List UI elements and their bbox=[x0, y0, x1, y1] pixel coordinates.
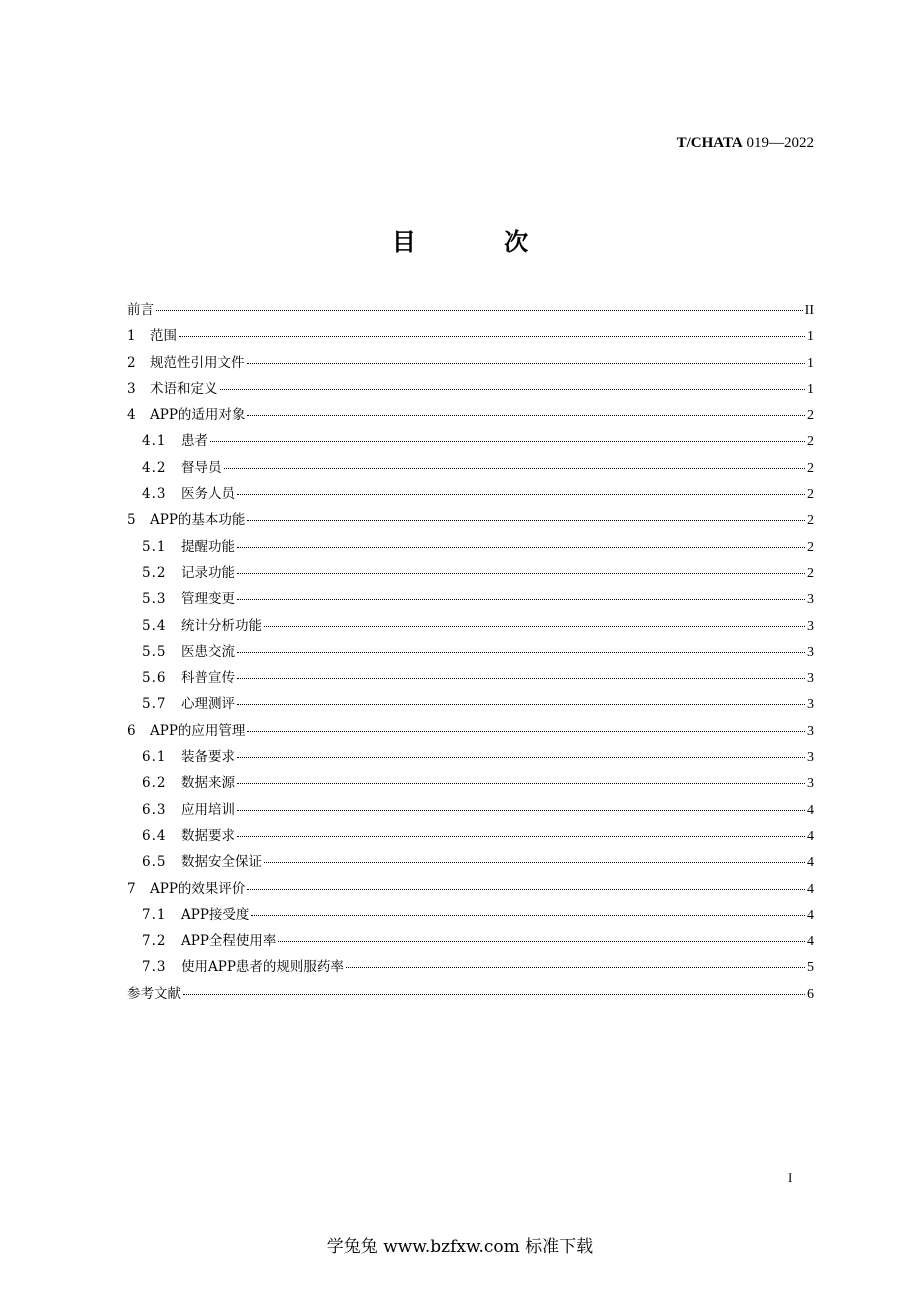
table-of-contents bbox=[127, 297, 814, 1007]
toc-entry-label: 数据来源 bbox=[181, 775, 235, 792]
toc-dot-leader bbox=[247, 415, 805, 416]
toc-entry-number: 6 bbox=[127, 722, 136, 739]
toc-dot-leader bbox=[251, 915, 805, 916]
toc-entry-label: 提醒功能 bbox=[181, 538, 235, 555]
toc-entry-label: 心理测评 bbox=[181, 696, 235, 713]
toc-entry-page: 3 bbox=[807, 697, 814, 713]
toc-entry-page: 4 bbox=[807, 881, 814, 897]
page-number: I bbox=[788, 1170, 793, 1185]
toc-entry-label: APP的效果评价 bbox=[150, 880, 246, 897]
toc-entry-page: 1 bbox=[807, 381, 814, 397]
toc-entry-number: 5.2 bbox=[142, 564, 167, 581]
toc-dot-leader bbox=[247, 889, 805, 890]
toc-entry-label: 数据安全保证 bbox=[181, 854, 262, 871]
toc-entry-label: APP接受度 bbox=[181, 906, 250, 923]
toc-entry-label: APP全程使用率 bbox=[181, 933, 277, 950]
toc-entry-page: 2 bbox=[807, 539, 814, 555]
toc-entry[interactable] bbox=[127, 297, 814, 323]
toc-entry-number: 5.5 bbox=[142, 643, 167, 660]
toc-entry[interactable] bbox=[127, 954, 814, 980]
toc-dot-leader bbox=[220, 389, 806, 390]
toc-dot-leader bbox=[237, 836, 805, 837]
toc-entry-number: 4.1 bbox=[142, 433, 167, 450]
toc-entry[interactable] bbox=[127, 402, 814, 428]
toc-entry-page: 3 bbox=[807, 592, 814, 608]
toc-entry[interactable] bbox=[127, 770, 814, 796]
toc-entry-number: 5.3 bbox=[142, 591, 167, 608]
toc-entry-label: 医务人员 bbox=[181, 486, 235, 503]
toc-entry-label: 患者 bbox=[181, 433, 208, 450]
toc-entry-page: 2 bbox=[807, 408, 814, 424]
toc-dot-leader bbox=[237, 783, 805, 784]
toc-entry-page: 3 bbox=[807, 618, 814, 634]
toc-dot-leader bbox=[237, 494, 805, 495]
toc-entry-label: 科普宣传 bbox=[181, 670, 235, 687]
toc-entry[interactable] bbox=[127, 323, 814, 349]
toc-entry[interactable] bbox=[127, 797, 814, 823]
toc-entry-page: 3 bbox=[807, 776, 814, 792]
toc-entry-number: 5.7 bbox=[142, 696, 167, 713]
toc-entry-number: 1 bbox=[127, 328, 136, 345]
toc-entry-label: 督导员 bbox=[181, 459, 222, 476]
toc-entry-number: 6.2 bbox=[142, 775, 167, 792]
toc-dot-leader bbox=[237, 810, 805, 811]
toc-entry-page: 1 bbox=[807, 355, 814, 371]
toc-entry[interactable] bbox=[127, 639, 814, 665]
toc-entry-page: II bbox=[804, 303, 814, 318]
toc-entry[interactable] bbox=[127, 481, 814, 507]
page-title: 目 次 bbox=[391, 228, 569, 256]
toc-entry-label: 装备要求 bbox=[181, 749, 235, 766]
toc-entry[interactable] bbox=[127, 665, 814, 691]
standard-code-prefix: T/CHATA bbox=[676, 135, 743, 151]
toc-entry-label: 规范性引用文件 bbox=[150, 354, 245, 371]
toc-entry[interactable] bbox=[127, 586, 814, 612]
toc-entry[interactable] bbox=[127, 455, 814, 481]
toc-dot-leader bbox=[237, 704, 805, 705]
toc-entry-number: 4.3 bbox=[142, 486, 167, 503]
toc-entry-page: 3 bbox=[807, 750, 814, 766]
toc-entry-label: APP的适用对象 bbox=[150, 407, 246, 424]
toc-entry-number: 4 bbox=[127, 407, 136, 424]
toc-entry-page: 4 bbox=[807, 934, 814, 950]
toc-entry-page: 1 bbox=[807, 329, 814, 345]
toc-entry-page: 5 bbox=[807, 960, 814, 976]
toc-entry-page: 2 bbox=[807, 487, 814, 503]
toc-entry-page: 3 bbox=[807, 723, 814, 739]
toc-entry[interactable] bbox=[127, 613, 814, 639]
toc-entry-number: 5.4 bbox=[142, 617, 167, 634]
toc-entry[interactable] bbox=[127, 718, 814, 744]
toc-entry[interactable] bbox=[127, 902, 814, 928]
toc-dot-leader bbox=[247, 363, 806, 364]
toc-entry-page: 4 bbox=[807, 828, 814, 844]
toc-entry-page: 2 bbox=[807, 460, 814, 476]
toc-dot-leader bbox=[247, 731, 805, 732]
toc-entry-number: 3 bbox=[127, 380, 136, 397]
toc-entry-number: 7.2 bbox=[142, 933, 167, 950]
toc-dot-leader bbox=[346, 967, 805, 968]
standard-code bbox=[677, 135, 814, 152]
toc-entry[interactable] bbox=[127, 823, 814, 849]
toc-entry-page: 4 bbox=[807, 855, 814, 871]
toc-dot-leader bbox=[210, 441, 805, 442]
toc-entry-page: 6 bbox=[807, 986, 814, 1002]
toc-entry-number: 6.4 bbox=[142, 827, 167, 844]
toc-entry-label: 记录功能 bbox=[181, 564, 235, 581]
toc-dot-leader bbox=[264, 626, 805, 627]
toc-entry-number: 7.3 bbox=[142, 959, 167, 976]
toc-dot-leader bbox=[264, 862, 805, 863]
toc-dot-leader bbox=[156, 310, 803, 311]
toc-entry[interactable] bbox=[127, 928, 814, 954]
toc-dot-leader bbox=[247, 520, 805, 521]
toc-entry[interactable] bbox=[127, 981, 814, 1007]
toc-entry[interactable] bbox=[127, 744, 814, 770]
toc-entry-number: 6.3 bbox=[142, 801, 167, 818]
toc-dot-leader bbox=[237, 652, 805, 653]
toc-entry-page: 4 bbox=[807, 907, 814, 923]
toc-entry-page: 2 bbox=[807, 513, 814, 529]
toc-entry-label: 参考文献 bbox=[127, 985, 181, 1002]
toc-entry-label: 应用培训 bbox=[181, 801, 235, 818]
toc-dot-leader bbox=[237, 573, 805, 574]
watermark-text: 学兔兔 www.bzfxw.com 标准下载 bbox=[326, 1237, 594, 1257]
toc-entry-page: 3 bbox=[807, 671, 814, 687]
toc-entry-number: 2 bbox=[127, 354, 136, 371]
toc-dot-leader bbox=[224, 468, 806, 469]
toc-entry[interactable] bbox=[127, 428, 814, 454]
toc-entry-page: 3 bbox=[807, 644, 814, 660]
toc-entry-label: 统计分析功能 bbox=[181, 617, 262, 634]
toc-entry-label: APP的基本功能 bbox=[150, 512, 246, 529]
toc-dot-leader bbox=[237, 599, 805, 600]
toc-entry-number: 5.1 bbox=[142, 538, 167, 555]
toc-entry-label: 医患交流 bbox=[181, 643, 235, 660]
toc-entry-label: APP的应用管理 bbox=[150, 722, 246, 739]
toc-dot-leader bbox=[237, 757, 805, 758]
toc-entry[interactable] bbox=[127, 507, 814, 533]
toc-entry-number: 7 bbox=[127, 880, 136, 897]
toc-entry-page: 2 bbox=[807, 434, 814, 450]
toc-dot-leader bbox=[237, 678, 805, 679]
toc-entry-page: 4 bbox=[807, 802, 814, 818]
toc-entry-label: 范围 bbox=[150, 328, 177, 345]
toc-entry-number: 4.2 bbox=[142, 459, 167, 476]
toc-entry[interactable] bbox=[127, 534, 814, 560]
toc-entry-number: 5.6 bbox=[142, 670, 167, 687]
toc-entry[interactable] bbox=[127, 876, 814, 902]
toc-dot-leader bbox=[183, 994, 805, 995]
toc-entry[interactable] bbox=[127, 350, 814, 376]
toc-entry[interactable] bbox=[127, 560, 814, 586]
toc-entry-label: 前言 bbox=[127, 302, 154, 318]
standard-code-number: 019—2022 bbox=[742, 135, 814, 151]
toc-dot-leader bbox=[179, 336, 805, 337]
toc-entry-number: 7.1 bbox=[142, 906, 167, 923]
toc-entry-number: 6.5 bbox=[142, 854, 167, 871]
toc-entry-number: 5 bbox=[127, 512, 136, 529]
toc-entry[interactable] bbox=[127, 849, 814, 875]
toc-entry-number: 6.1 bbox=[142, 749, 167, 766]
toc-entry-label: 数据要求 bbox=[181, 827, 235, 844]
toc-entry[interactable] bbox=[127, 376, 814, 402]
toc-entry-label: 术语和定义 bbox=[150, 380, 218, 397]
toc-entry-page: 2 bbox=[807, 565, 814, 581]
toc-entry-label: 使用APP患者的规则服药率 bbox=[181, 959, 344, 976]
toc-entry-label: 管理变更 bbox=[181, 591, 235, 608]
toc-entry[interactable] bbox=[127, 691, 814, 717]
toc-dot-leader bbox=[278, 941, 805, 942]
toc-dot-leader bbox=[237, 547, 805, 548]
